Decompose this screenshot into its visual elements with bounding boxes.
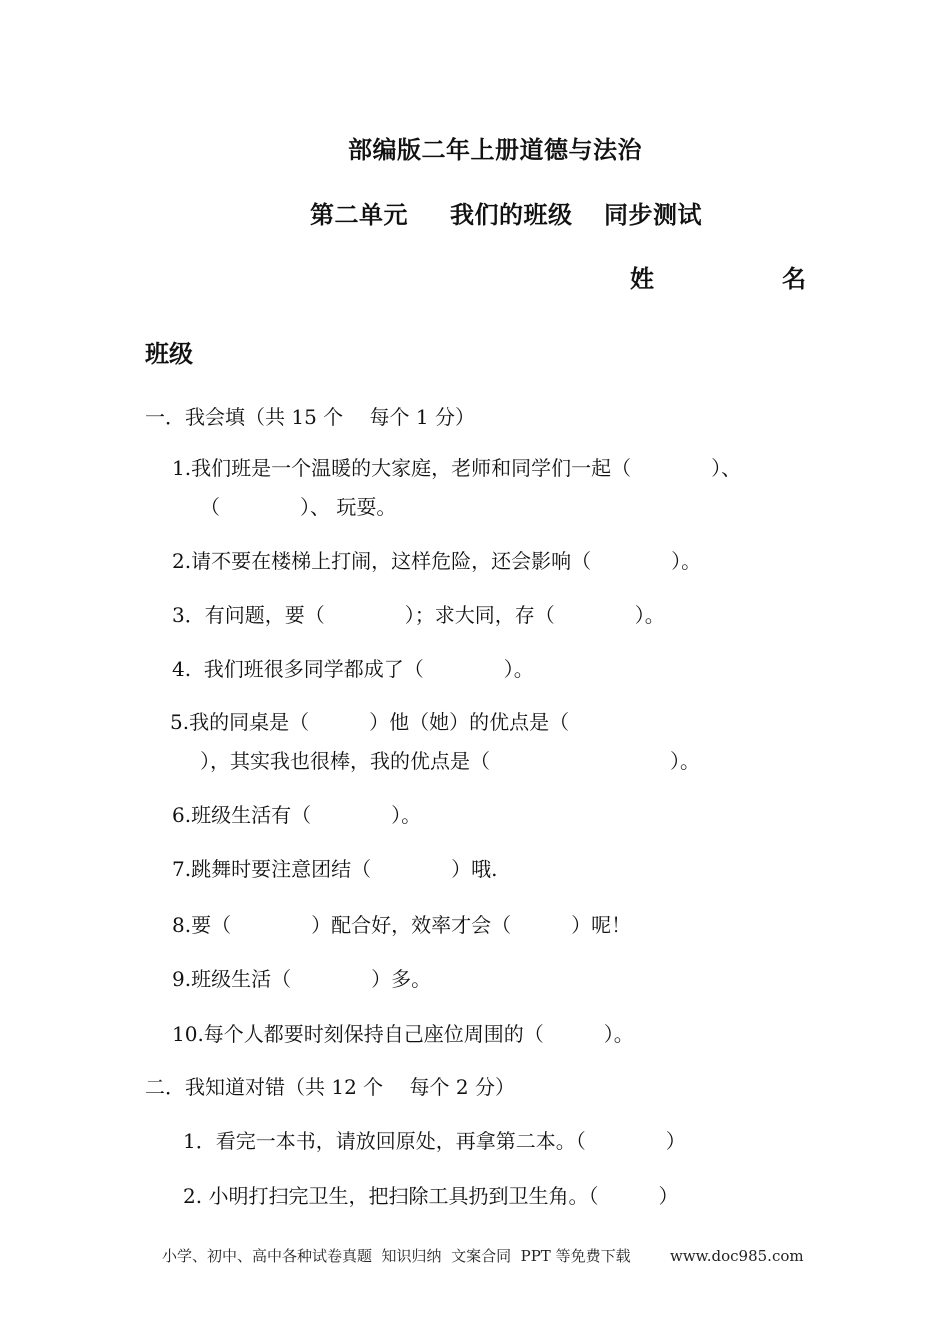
question-8: 8.要（ ）配合好，效率才会（ ）呢！ bbox=[172, 913, 632, 937]
section1-heading: 一．我会填（共 15 个 每个 1 分） bbox=[145, 405, 475, 429]
test-type: 同步测试 bbox=[604, 201, 702, 229]
footer-text: 小学、初中、高中各种试卷真题 知识归纳 文案合同 PPT 等免费下载 bbox=[162, 1247, 631, 1265]
judgement-2: 2. 小明打扫完卫生，把扫除工具扔到卫生角。（ ） bbox=[183, 1184, 679, 1208]
question-10: 10.每个人都要时刻保持自己座位周围的（ ）。 bbox=[172, 1022, 634, 1046]
judgement-1: 1．看完一本书，请放回原处，再拿第二本。（ ） bbox=[183, 1129, 686, 1153]
question-1-line-2: （ ）、 玩耍。 bbox=[200, 495, 397, 519]
question-2: 2.请不要在楼梯上打闹，这样危险，还会影响（ ）。 bbox=[172, 549, 702, 573]
section2-heading: 二．我知道对错（共 12 个 每个 2 分） bbox=[145, 1075, 515, 1099]
question-9: 9.班级生活（ ）多。 bbox=[172, 967, 432, 991]
question-3: 3．有问题，要（ ）；求大同，存（ ）。 bbox=[172, 603, 665, 627]
question-6: 6.班级生活有（ ）。 bbox=[172, 803, 422, 827]
footer-url[interactable]: www.doc985.com bbox=[670, 1247, 804, 1265]
question-5-line-1: 5.我的同桌是（ ）他（她）的优点是（ bbox=[170, 710, 570, 734]
question-1-line-1: 1.我们班是一个温暖的大家庭，老师和同学们一起（ ）、 bbox=[172, 456, 742, 480]
unit-label: 第二单元 bbox=[310, 201, 408, 229]
lesson-title: 我们的班级 bbox=[450, 201, 573, 229]
question-4: 4. 我们班很多同学都成了（ ）。 bbox=[172, 657, 534, 681]
question-5-line-2: ），其实我也很棒，我的优点是（ ）。 bbox=[200, 749, 700, 773]
name-label-second: 名 bbox=[782, 265, 806, 293]
page-title: 部编版二年上册道德与法治 bbox=[348, 136, 642, 164]
name-label-first: 姓 bbox=[630, 265, 654, 293]
question-7: 7.跳舞时要注意团结（ ）哦. bbox=[172, 857, 498, 881]
class-label: 班级 bbox=[145, 340, 193, 368]
